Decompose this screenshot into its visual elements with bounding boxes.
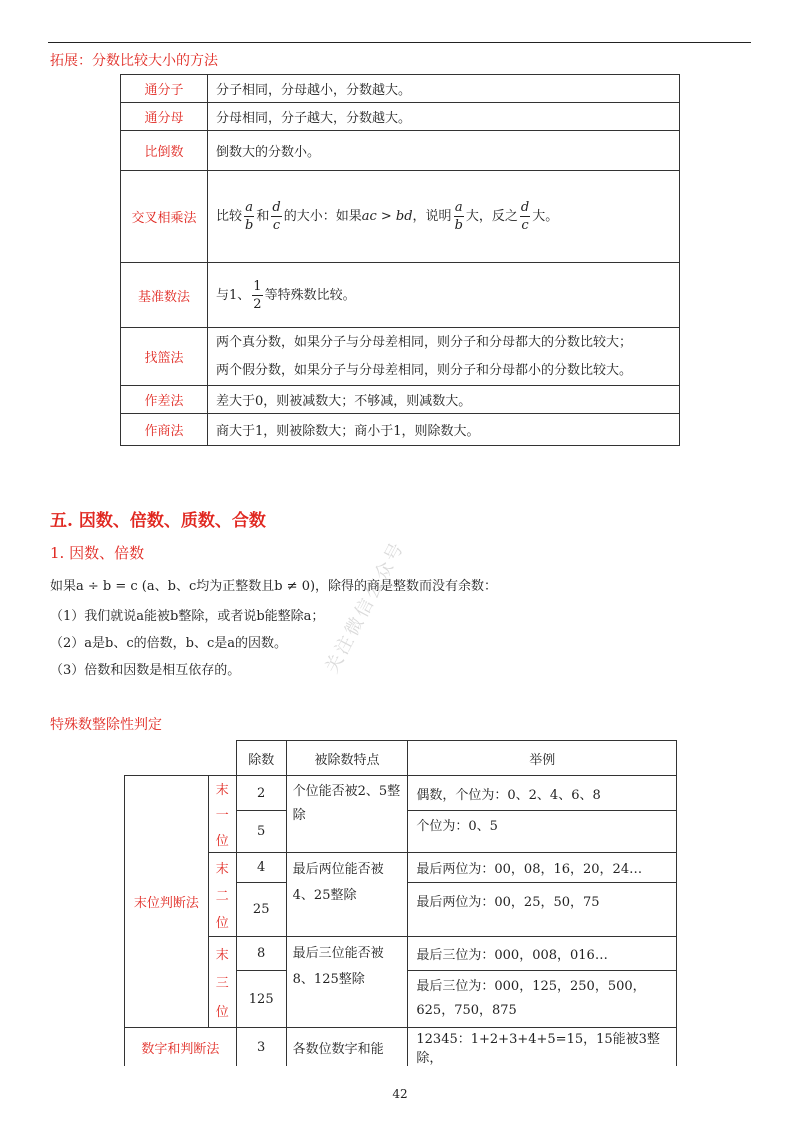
method-text: 商大于1，则被除数大；商小于1，则除数大。 [208,414,680,446]
sub-label-last-two-digits: 末 二 位 [215,861,229,932]
point-2: （2）a是b、c的倍数，b、c是a的因数。 [50,636,287,651]
example-cell: 偶数，个位为：0、2、4、6、8 [408,776,677,811]
method-label: 作差法 [121,386,208,414]
method-text: 比较 $\frac{a}{b}$ 和 $\frac{d}{c}$ 的大小：如果ac > bd，说明 $\frac{a}{b}$ 大，反之 $\frac{d}{c}$ 大。 [208,171,680,263]
header-example: 举例 [408,741,677,776]
divisibility-title: 特殊数整除性判定 [50,717,162,733]
fraction-d-over-c: $\frac{d}{c}$ [272,200,281,233]
divisor-cell: 25 [236,883,286,937]
point-3: （3）倍数和因数是相互依存的。 [50,663,241,678]
method-label: 基准数法 [121,263,208,328]
table-row [125,937,677,971]
feature-cell: 最后两位能否被4、25整除 [286,853,408,937]
fraction-compare-table [120,74,680,446]
table-row [125,853,677,883]
divisor-cell: 125 [236,971,286,1028]
group-label: 末位判断法 [125,776,209,1028]
example-cell: 12345：1+2+3+4+5=15，15能被3整除， [408,1028,677,1067]
table-row [121,328,680,386]
method-label: 找篮法 [121,328,208,386]
table-row [121,131,680,171]
feature-cell: 个位能否被2、5整除 [286,776,408,853]
page-number: 42 [392,1087,408,1101]
feature-cell: 各数位数字和能 [286,1028,408,1067]
method-label: 比倒数 [121,131,208,171]
watermark: 关注微信公众号 [321,537,410,677]
top-rule [48,42,751,43]
example-cell: 最后三位为：000，008，016… [408,937,677,971]
table-row [121,171,680,263]
section-title: 五. 因数、倍数、质数、合数 [50,511,266,531]
divisor-cell: 2 [236,776,286,811]
method-label: 交叉相乘法 [121,171,208,263]
method-label: 作商法 [121,414,208,446]
point-1: （1）我们就说a能被b整除，或者说b能整除a； [50,609,325,624]
table-row [121,386,680,414]
fraction-one-half: $\frac{1}{2}$ [253,278,262,312]
example-cell: 最后两位为：00，08，16，20，24… [408,853,677,883]
method-label: 通分子 [121,75,208,103]
method-text: 分子相同，分母越小，分数越大。 [208,75,680,103]
table-row [121,414,680,446]
divisor-cell: 5 [236,811,286,853]
method-label: 通分母 [121,103,208,131]
header-feature: 被除数特点 [286,741,408,776]
divisor-cell: 8 [236,937,286,971]
table-row [121,75,680,103]
divisor-cell: 4 [236,853,286,883]
header-divisor: 除数 [236,741,286,776]
example-cell: 最后两位为：00，25，50，75 [408,883,677,937]
table-row [121,103,680,131]
divisor-cell: 3 [236,1028,286,1067]
table-header-row [125,741,677,776]
method-text: 与1、 $\frac{1}{2}$ 等特殊数比较。 [208,263,680,328]
divisibility-table [124,740,677,1066]
subsection-title: 1. 因数、倍数 [50,544,145,562]
table-row [125,776,677,811]
fraction-a-over-b: $\frac{a}{b}$ [245,200,254,233]
method-text: 分母相同，分子越大，分数越大。 [208,103,680,131]
extension-title: 拓展：分数比较大小的方法 [50,53,218,69]
method-text: 差大于0，则被减数大；不够减，则减数大。 [208,386,680,414]
method-text: 倒数大的分数小。 [208,131,680,171]
method-text: 两个真分数，如果分子与分母差相同，则分子和分母都大的分数比较大； 两个假分数，如果分子与分母差相同，则分子和分母都小的分数比较大。 [208,328,680,386]
table-row [121,263,680,328]
feature-cell: 最后三位能否被8、125整除 [286,937,408,1028]
definition-line: 如果a ÷ b = c (a、b、c均为正整数且b ≠ 0)，除得的商是整数而没有余数： [50,579,498,594]
table-row [125,1028,677,1067]
example-cell: 最后三位为：000，125，250，500，625，750，875 [408,971,677,1028]
sub-label-last-one-digit: 末 一 位 [215,783,229,849]
sub-label-last-three-digits: 末 三 位 [215,947,229,1021]
last-row-label: 数字和判断法 [125,1028,237,1067]
example-cell: 个位为：0、5 [408,811,677,853]
